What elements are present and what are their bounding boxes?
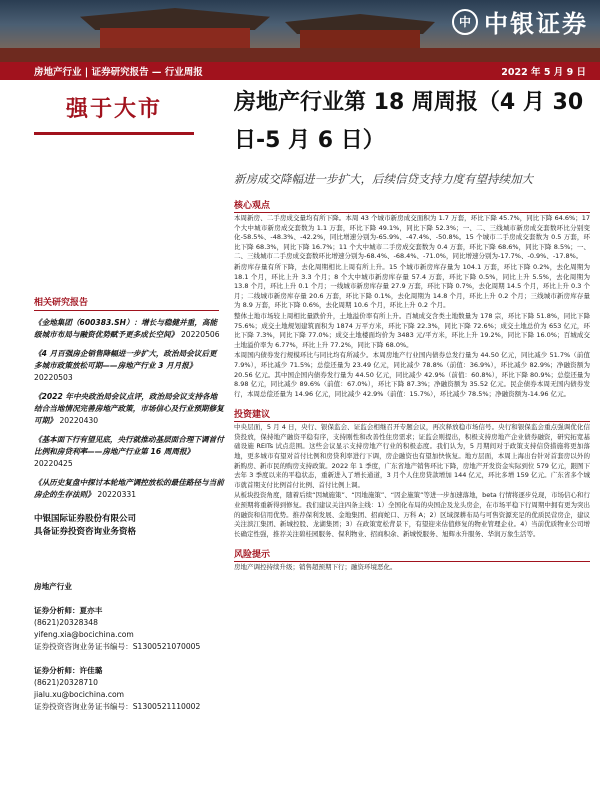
logo-text: 中银证券: [484, 10, 588, 38]
paragraph-recommendations: 从板块投资角度，随着后续“因城施策”、“因地施策”、“因企施策”等进一步加速落地，beta 行情将逐步兑现，市场信心和行业预期将重新得到修复。我们建议关注四条主线：1）全国化布局的央国企及龙头房企，在市场平稳下行周期中拥有更为突出的融资和信用优势。推荐保利发展、金地集团、招商蛇口、万科 A；2）区域深耕布局与可售资源充足的优质民营房企，建议关注滨江集团、新城控股、龙湖集团；3）在政策宽松背景下，有望迎来估值修复的物业管理企业。4）当前优质物业公司增长确定性强，推荐关注碧桂园服务、保利物业、招商积余、新城悦服务、旭辉永升服务、华润万象生活等。: [234, 491, 590, 538]
investment-advice-heading: 投资建议: [234, 407, 590, 422]
related-reports-title: 相关研究报告: [34, 295, 219, 311]
risk-heading: 风险提示: [234, 547, 590, 562]
company-name: 中银国际证券股份有限公司 具备证券投资咨询业务资格: [34, 514, 137, 537]
paragraph-bonds: 本周国内债券发行规模环比与同比均有所减少。本周房地产行业国内债券总发行量为 44.50 亿元，同比减少 51.7%（前值 7.9%），环比减少 71.5%；总偿还量为 23.49 亿元，同比减少 78.8%（前值：36.9%），环比减少 82.9%；净融资额为 20.56 亿元。其中国企国内债券发行量为 44.50 亿元，同比减少 42.9%（前值：60.8%），环比下降 80.9%；总偿还量为 8.98 亿元，同比减少 89.6%（前值：67.0%），环比下降 87.3%；净融资额为 35.52 亿元。民企债券本周无国内债券发行，本周总偿还量为 14.96 亿元，同比减少 42.9%（前值：15.7%），环比减少 78.5%；净融资额为-14.96 亿元。: [234, 351, 590, 398]
related-report[interactable]: 《从历史复盘中探讨本轮地产调控放松的最佳路径与当前房企的生存法则》 20220331: [34, 478, 224, 499]
report-category: 房地产行业 | 证券研究报告 — 行业周报: [34, 67, 203, 78]
core-views-heading: 核心观点: [234, 198, 590, 213]
analyst-cert: 证券投资咨询业务证书编号：S1300521070005: [34, 642, 201, 651]
related-report[interactable]: 《4 月百强房企销售降幅进一步扩大，政治局会议后更多城市政策放松可期——房地产行业 3 月月报》 20220503: [34, 349, 217, 382]
paragraph-inventory: 新房库存量有所下降，去化周期相比上周有所上升。15 个城市新房库存量为 104.1 万套，环比下降 0.2%，去化周期为 18.1 个月，环比上升 3.3 个月；8 个大中城市新房库存量 57.4 万套，环比下降 0.5%，同比上升 5.5%，去化周期为 13.8 个月，环比上升 0.1 个月；一线城市新房库存量 27.9 万套，环比下降 0.7%，去化周期 14.5 个月，环比上升 0.3 个月；二线城市新房库存量 20.6 万套，环比下降 0.1%，去化周期为 14.8 个月，环比上升 0.2 个月；三线城市新房库存量为 8.9 万套，环比下降 0.6%，去化周期 10.6 个月，环比上升 0.2 个月。: [234, 262, 590, 310]
industry-label: 房地产行业: [34, 582, 72, 591]
report-title: 房地产行业第 18 周周报（4 月 30 日-5 月 6 日）: [234, 90, 584, 153]
related-report[interactable]: 《2022 年中央政治局会议点评，政治局会议支持各地结合当地情况完善房地产政策，市场信心及行业预期修复可期》 20220430: [34, 392, 224, 425]
header-bar: [0, 62, 600, 80]
related-reports-list: [34, 317, 224, 501]
report-date: 2022 年 5 月 9 日: [501, 67, 586, 78]
related-report[interactable]: 《金地集团（600383.SH）：增长与稳健并重，高能级城市布局与融资优势赋予更多成长空间》 20220506: [34, 318, 220, 339]
palace-roof-image: [80, 8, 270, 30]
analyst-name: 证券分析师：许佳璐: [34, 666, 103, 675]
left-column: [34, 82, 224, 713]
analyst-phone: (8621)20328348: [34, 618, 98, 627]
main-column: [234, 82, 590, 573]
analyst-email[interactable]: yifeng.xia@bocichina.com: [34, 630, 134, 639]
analyst-name: 证券分析师：夏亦丰: [34, 606, 103, 615]
paragraph-land-market: 整体土地市场较上周相比量跌价升，土地溢价率有所上升。百城成交含类土地数量为 178 宗，环比下降 51.8%，同比下降 75.6%；成交土地规划建筑面积为 1874 万平方米，环比下降 22.3%，同比下降 72.6%；成交土地总价为 653 亿元，环比下降 7.3%，同比下降 77.0%；成交土地楼面均价为 3483 元/平方米，环比上升 19.2%，同比下降 16.0%；百城成交土地溢价率为 6.77%，环比上升 77.2%，同比下降 68.0%。: [234, 311, 590, 349]
rating-badge: 强于大市: [34, 82, 194, 135]
analyst-email[interactable]: jialu.xu@bocichina.com: [34, 690, 125, 699]
report-subtitle: 新房成交降幅进一步扩大，后续信贷支持力度有望持续加大: [234, 172, 533, 186]
related-report[interactable]: 《基本面下行有望见底，央行就推动基层面合理下调首付比例和房贷利率——房地产行业第 16 周周报》 20220425: [34, 435, 224, 468]
analyst-info: [34, 581, 224, 713]
analyst-cert: 证券投资咨询业务证书编号：S1300521110002: [34, 702, 201, 711]
paragraph-policy: 中央层面，5 月 4 日，央行、银保监会、证监会相继召开专题会议，再次释放稳市场信号。央行和银保监会重点强调优化信贷投放，保持地产融资平稳有序，支持刚性和改善性住房需求；证监会则提出，积极支持房地产企业债券融资，研究拓宽基础设施 REITs 试点范围。这些会议显示支持房地产行业的积极态度。我们认为，5 月期间对于政策支持信贷措施将更加落地，更多城市有望对首付比例和房贷利率进行下调，房企融资也有望加快恢复。地方层面，本周上海出台针对首套房以外的新购房、新市民的购房支持政策。2022 年 1 季度，广东省地产销售环比下降，房地产开发资金实际到位 579 亿元，跟图下去年 3 季度以来的平稳状态，重新进入了增长通道，3 月个人住房贷款增加 144 亿元，环比多增 159 亿元。广东省多个城市就首期支付比例首付比例、首付比例上调。: [234, 423, 590, 489]
header-banner: [0, 0, 600, 62]
analyst-phone: (8621)20328710: [34, 678, 98, 687]
boc-logo-icon: 中: [452, 9, 478, 35]
company-logo: [452, 4, 588, 39]
palace-wall-image: [0, 48, 600, 62]
paragraph-transactions: 本周新房、二手房成交量均有所下降。本周 43 个城市新房成交面积为 1.7 万套，环比下降 45.7%，同比下降 64.6%；17 个大中城市新房成交套数为 1.1 万套，环比下降 49.1%，同比下降 52.3%；一、二、三线城市新房成交套数环比分别变化-58.5%、-48.3%、-42.2%，同比增速分别为-65.9%、-47.4%、-50.8%。15 个城市二手房成交套数为 0.5 万套，环比下降 68.3%，同比下降 16.7%；11 个大中城市二手房成交套数为 0.4 万套，环比下降 68.6%，同比下降 8.5%；一、二、三线城市二手房成交套数环比增速分别为-68.4%、-68.4%、-71.0%，同比增速分别为-17.7%、-0.9%、-17.8%。: [234, 214, 590, 261]
paragraph-risk: 房地产调控持续升级；销售超预期下行；融资环境恶化。: [234, 563, 397, 572]
